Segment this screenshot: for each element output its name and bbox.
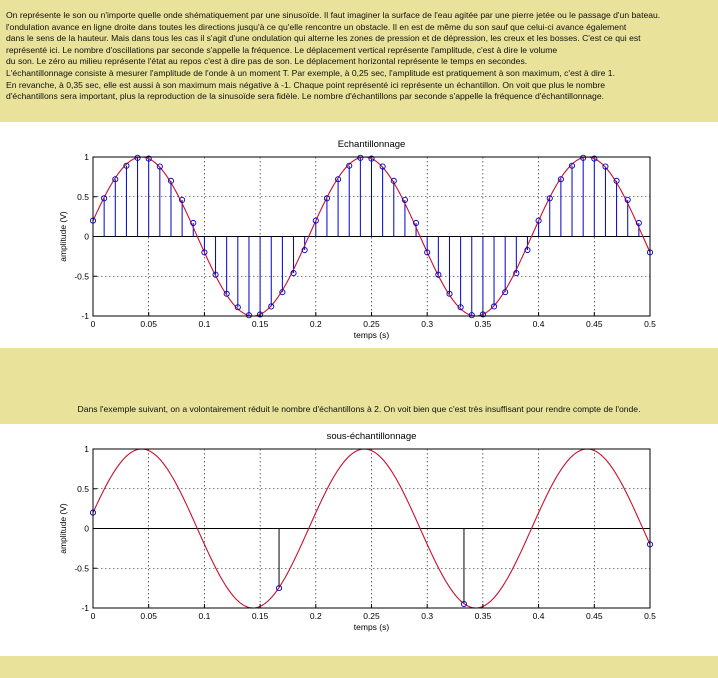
intro-text (0, 0, 718, 122)
x-tick-label: 0.1 (198, 319, 211, 329)
x-tick-label: 0.35 (474, 319, 492, 329)
y-tick-label: 0 (84, 231, 89, 242)
y-tick-label: -0.5 (74, 563, 89, 574)
y-tick-label: 0.5 (77, 191, 89, 202)
x-tick-label: 0.3 (421, 319, 434, 329)
y-tick-label: -1 (81, 311, 89, 321)
x-tick-label: 0.1 (198, 611, 211, 621)
x-tick-label: 0.25 (363, 611, 380, 621)
x-tick-label: 0.35 (474, 611, 492, 621)
y-tick-label: 1 (84, 444, 89, 454)
intro-line: L'échantillonnage consiste à mesurer l'amplitude de l'onde à un moment T. Par exemple, à 0,25 sec, l'amplitude est pratiquement à son maximum, c'est à dire 1. (6, 67, 615, 78)
x-axis-label: temps (s) (353, 330, 390, 340)
x-tick-label: 0.15 (251, 319, 269, 329)
sampling-chart-panel (0, 122, 718, 348)
chart-title: sous-échantillonnage (326, 431, 417, 442)
x-axis-label: temps (s) (353, 622, 390, 632)
chart-title: Echantillonnage (337, 139, 406, 150)
x-tick-label: 0.4 (532, 611, 545, 621)
y-tick-label: 0.5 (77, 483, 89, 494)
x-tick-label: 0.4 (532, 319, 545, 329)
y-tick-label: 1 (84, 152, 89, 162)
y-axis-label: amplitude (V) (58, 211, 68, 262)
x-tick-label: 0.05 (140, 611, 157, 621)
x-tick-label: 0.05 (140, 319, 157, 329)
undersampling-chart (0, 424, 718, 656)
x-tick-label: 0.25 (363, 319, 380, 329)
intro-line: On représente le son ou n'importe quelle onde shématiquement par une sinusoïde. Il faut imaginer la surface de l'eau agitée par une pierre jetée ou le passage d'un bateau. (6, 10, 661, 20)
intro-line: représenté ici. Le nombre d'oscillations par seconde s'appelle la fréquence. Le déplacement vertical représente l'amplitude, c'est à dire le volume (6, 44, 558, 55)
y-tick-label: 0 (84, 523, 89, 534)
intro-line: d'échantillons sera important, plus la reproduction de la sinusoïde sera fidèle. Le nombre d'échantillons par seconde s'appelle la fréquence d'échantillonnage. (6, 91, 605, 102)
x-tick-label: 0.15 (251, 611, 269, 621)
intro-line: l'ondulation avance en ligne droite dans toutes les directions jusqu'à ce qu'elle rencontre un obstacle. Il en est de même du son sauf que celui-ci avance également (6, 21, 627, 32)
sampling-chart (0, 122, 718, 348)
x-tick-label: 0.2 (309, 611, 322, 621)
x-tick-label: 0 (90, 611, 96, 621)
undersampling-caption: Dans l'exemple suivant, on a volontairement réduit le nombre d'échantillons à 2. On voit bien que c'est très insuffisant pour rendre compte de l'onde. (77, 404, 641, 414)
intro-line: dans le sens de la hauteur. Mais dans tous les cas il s'agit d'une ondulation qui alterne les zones de pression et de dépression, les creux et les bosses. C'est ce qui est (6, 33, 641, 44)
x-tick-label: 0 (90, 319, 96, 329)
y-tick-label: -1 (81, 603, 89, 613)
x-tick-label: 0.2 (309, 319, 322, 329)
intro-line: En revanche, à 0,35 sec, elle est aussi à son maximum mais négative à -1. Chaque point représenté ici représente un échantillon. On voit que plus le nombre (6, 79, 606, 90)
x-tick-label: 0.45 (586, 319, 603, 329)
undersampling-chart-panel (0, 424, 718, 656)
y-tick-label: -0.5 (74, 271, 89, 282)
x-tick-label: 0.5 (644, 319, 656, 329)
x-tick-label: 0.5 (644, 611, 656, 621)
y-axis-label: amplitude (V) (58, 503, 68, 554)
intro-line: du son. Le zéro au milieu représente l'état au repos c'est à dire pas de son. Le déplacement horizontal représente le temps en secondes. (6, 56, 528, 67)
x-tick-label: 0.3 (421, 611, 434, 621)
x-tick-label: 0.45 (586, 611, 603, 621)
